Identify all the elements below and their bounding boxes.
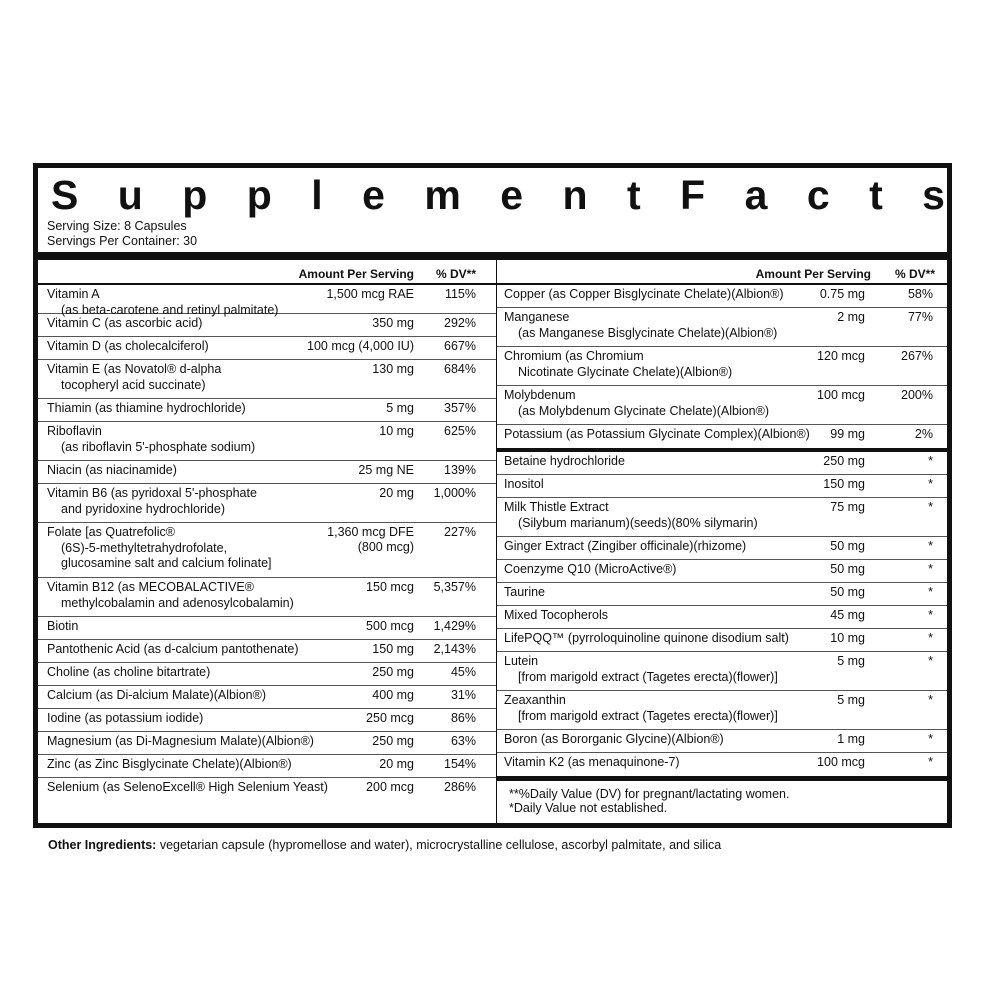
nutrient-row	[497, 583, 947, 606]
nutrient-name: LifePQQ™ (pyrroloquinoline quinone disodium salt)	[504, 631, 789, 645]
nutrient-row	[497, 498, 947, 537]
nutrient-amount: 20 mg	[379, 486, 414, 500]
nutrient-source: glucosamine salt and calcium folinate]	[61, 556, 272, 570]
nutrient-name: Potassium (as Potassium Glycinate Complex)(Albion®)	[504, 427, 810, 441]
nutrient-amount: 45 mg	[830, 608, 865, 622]
amount-header: Amount Per Serving	[755, 267, 871, 281]
nutrient-amount: 130 mg	[372, 362, 414, 376]
nutrient-name: Betaine hydrochloride	[504, 454, 625, 468]
nutrient-dv: 5,357%	[433, 580, 476, 594]
nutrient-name: Pantothenic Acid (as d-calcium pantothenate)	[47, 642, 299, 656]
nutrient-row	[497, 691, 947, 730]
amount-header: Amount Per Serving	[298, 267, 414, 281]
nutrient-row	[497, 560, 947, 583]
nutrient-row	[38, 709, 496, 732]
nutrient-name: Folate [as Quatrefolic®	[47, 525, 176, 539]
nutrient-dv: *	[928, 562, 933, 576]
nutrient-dv: *	[928, 500, 933, 514]
nutrient-name: Chromium (as Chromium	[504, 349, 644, 363]
nutrient-name: Vitamin D (as cholecalciferol)	[47, 339, 209, 353]
nutrient-amount-alt: (800 mcg)	[357, 540, 414, 554]
servings-per-container: Servings Per Container: 30	[47, 234, 198, 248]
nutrient-row	[38, 640, 496, 663]
title-letter: F	[680, 172, 706, 218]
title-letter: p	[246, 172, 272, 218]
nutrient-amount: 500 mcg	[366, 619, 414, 633]
nutrient-amount: 120 mcg	[817, 349, 865, 363]
nutrient-amount: 1,500 mcg RAE	[326, 287, 414, 301]
nutrient-source: (as Manganese Bisglycinate Chelate)(Albion®)	[518, 325, 778, 340]
serving-size: Serving Size: 8 Capsules	[47, 219, 187, 233]
nutrient-row	[38, 755, 496, 778]
nutrient-row	[38, 523, 496, 578]
nutrient-name: Inositol	[504, 477, 544, 491]
nutrient-name: Magnesium (as Di-Magnesium Malate)(Albion®)	[47, 734, 314, 748]
nutrient-amount: 10 mg	[379, 424, 414, 438]
nutrient-dv: 267%	[901, 349, 933, 363]
nutrient-dv: 2%	[914, 427, 933, 441]
nutrient-amount: 1,360 mcg DFE	[327, 525, 414, 539]
header-divider-bar	[38, 252, 947, 260]
nutrient-amount: 75 mg	[830, 500, 865, 514]
nutrient-row	[497, 652, 947, 691]
nutrient-name: Ginger Extract (Zingiber officinale)(rhizome)	[504, 539, 747, 553]
nutrient-source: and pyridoxine hydrochloride)	[61, 501, 225, 516]
nutrient-amount: 5 mg	[837, 654, 865, 668]
footnotes	[497, 776, 947, 815]
nutrient-amount: 5 mg	[837, 693, 865, 707]
nutrient-name: Lutein	[504, 654, 539, 668]
nutrient-dv: *	[928, 539, 933, 553]
nutrient-dv: 154%	[444, 757, 476, 771]
nutrient-name: Taurine	[504, 585, 545, 599]
right-column-header	[497, 260, 947, 285]
nutrient-dv: 292%	[444, 316, 476, 330]
nutrient-name: Molybdenum	[504, 388, 576, 402]
title-letter: l	[311, 172, 323, 218]
nutrient-amount: 150 mcg	[366, 580, 414, 594]
left-column	[38, 260, 496, 823]
nutrient-row	[497, 425, 947, 448]
right-column	[497, 260, 947, 823]
nutrient-amount: 99 mg	[830, 427, 865, 441]
footnote-dv: **%Daily Value (DV) for pregnant/lactating women.	[509, 787, 790, 801]
right-other-list	[497, 452, 947, 776]
nutrient-source: Nicotinate Glycinate Chelate)(Albion®)	[518, 364, 733, 379]
nutrient-row	[38, 578, 496, 617]
nutrient-row	[38, 778, 496, 801]
nutrient-dv: *	[928, 755, 933, 769]
nutrient-amount: 400 mg	[372, 688, 414, 702]
nutrient-dv: 31%	[450, 688, 476, 702]
nutrient-dv: 115%	[444, 287, 476, 301]
nutrient-name: Zinc (as Zinc Bisglycinate Chelate)(Albion®)	[47, 757, 292, 771]
nutrient-row	[497, 606, 947, 629]
nutrient-dv: 357%	[444, 401, 476, 415]
nutrient-amount: 1 mg	[837, 732, 865, 746]
nutrient-row	[497, 285, 947, 308]
nutrient-name: Vitamin B12 (as MECOBALACTIVE®	[47, 580, 254, 594]
nutrient-amount: 350 mg	[372, 316, 414, 330]
nutrient-name: Riboflavin	[47, 424, 102, 438]
nutrient-dv: *	[928, 654, 933, 668]
nutrient-source: [from marigold extract (Tagetes erecta)(flower)]	[518, 669, 778, 684]
nutrient-dv: 227%	[444, 525, 476, 539]
title-letter: c	[806, 172, 830, 218]
other-ingredients-label: Other Ingredients:	[48, 838, 157, 852]
nutrient-dv: *	[928, 454, 933, 468]
nutrient-amount: 5 mg	[386, 401, 414, 415]
nutrient-dv: 63%	[450, 734, 476, 748]
nutrient-name: Manganese	[504, 310, 570, 324]
nutrient-source: (as beta-carotene and retinyl palmitate)	[61, 302, 279, 317]
supplement-facts-panel	[33, 163, 952, 828]
nutrient-name: Vitamin A	[47, 287, 100, 301]
footnote-not-established: *Daily Value not established.	[509, 801, 668, 815]
nutrient-name: Vitamin B6 (as pyridoxal 5'-phosphate	[47, 486, 257, 500]
title-letter: u	[117, 172, 143, 218]
nutrient-name: Boron (as Bororganic Glycine)(Albion®)	[504, 732, 724, 746]
dv-header: % DV**	[894, 267, 935, 281]
nutrient-dv: *	[928, 585, 933, 599]
nutrient-dv: 77%	[907, 310, 933, 324]
nutrient-row	[497, 308, 947, 347]
nutrient-dv: *	[928, 631, 933, 645]
nutrient-source: (as riboflavin 5'-phosphate sodium)	[61, 439, 256, 454]
other-ingredients	[48, 838, 721, 852]
title-letter: t	[869, 172, 883, 218]
nutrient-row	[38, 686, 496, 709]
nutrient-source: (6S)-5-methyltetrahydrofolate,	[61, 540, 228, 555]
nutrient-dv: *	[928, 608, 933, 622]
nutrient-amount: 100 mcg (4,000 IU)	[307, 339, 414, 353]
nutrient-name: Copper (as Copper Bisglycinate Chelate)(Albion®)	[504, 287, 784, 301]
nutrient-dv: 2,143%	[433, 642, 476, 656]
title-letter: a	[744, 172, 768, 218]
title-letter: s	[922, 172, 945, 218]
nutrient-name: Vitamin K2 (as menaquinone-7)	[504, 755, 680, 769]
nutrient-amount: 250 mg	[372, 665, 414, 679]
nutrient-row	[497, 475, 947, 498]
nutrient-row	[497, 347, 947, 386]
nutrient-dv: 286%	[444, 780, 476, 794]
nutrient-amount: 200 mcg	[366, 780, 414, 794]
nutrient-amount: 150 mg	[372, 642, 414, 656]
nutrient-source: (Silybum marianum)(seeds)(80% silymarin)	[518, 515, 758, 530]
nutrient-name: Selenium (as SelenoExcell® High Selenium Yeast)	[47, 780, 328, 794]
dv-header: % DV**	[435, 267, 476, 281]
nutrient-amount: 250 mg	[372, 734, 414, 748]
title-letter: n	[562, 172, 588, 218]
nutrient-name: Mixed Tocopherols	[504, 608, 608, 622]
nutrient-amount: 2 mg	[837, 310, 865, 324]
nutrient-amount: 150 mg	[823, 477, 865, 491]
nutrient-row	[38, 399, 496, 422]
nutrient-dv: 1,000%	[433, 486, 476, 500]
nutrient-row	[38, 461, 496, 484]
nutrient-row	[497, 452, 947, 475]
nutrient-amount: 100 mcg	[817, 388, 865, 402]
right-mineral-list	[497, 285, 947, 448]
nutrient-amount: 0.75 mg	[819, 287, 865, 301]
nutrient-row	[497, 629, 947, 652]
nutrient-name: Biotin	[47, 619, 79, 633]
nutrient-row	[38, 314, 496, 337]
nutrient-source: methylcobalamin and adenosylcobalamin)	[61, 595, 294, 610]
nutrient-dv: 139%	[444, 463, 476, 477]
nutrient-row	[38, 285, 496, 317]
other-ingredients-text: vegetarian capsule (hypromellose and water), microcrystalline cellulose, ascorbyl palmitate, and silica	[156, 838, 722, 852]
nutrient-source: (as Molybdenum Glycinate Chelate)(Albion®)	[518, 403, 769, 418]
left-nutrient-list	[38, 285, 496, 801]
nutrient-amount: 100 mcg	[817, 755, 865, 769]
nutrient-row	[497, 537, 947, 560]
nutrient-name: Niacin (as niacinamide)	[47, 463, 177, 477]
nutrient-dv: 86%	[450, 711, 476, 725]
nutrient-row	[38, 360, 496, 399]
nutrient-dv: 45%	[450, 665, 476, 679]
nutrient-dv: *	[928, 693, 933, 707]
nutrient-row	[38, 617, 496, 640]
nutrient-dv: 200%	[901, 388, 933, 402]
nutrient-name: Choline (as choline bitartrate)	[47, 665, 211, 679]
nutrient-row	[38, 337, 496, 360]
nutrient-row	[497, 386, 947, 425]
title-letter: p	[182, 172, 208, 218]
nutrient-amount: 20 mg	[379, 757, 414, 771]
nutrient-name: Thiamin (as thiamine hydrochloride)	[47, 401, 246, 415]
nutrient-name: Zeaxanthin	[504, 693, 566, 707]
nutrient-name: Vitamin C (as ascorbic acid)	[47, 316, 203, 330]
title-letter: e	[500, 172, 524, 218]
nutrient-row	[38, 663, 496, 686]
nutrient-row	[497, 753, 947, 776]
nutrient-name: Calcium (as Di-alcium Malate)(Albion®)	[47, 688, 266, 702]
nutrient-dv: 58%	[907, 287, 933, 301]
title-letter: e	[362, 172, 385, 218]
nutrient-name: Vitamin E (as Novatol® d-alpha	[47, 362, 222, 376]
nutrient-name: Iodine (as potassium iodide)	[47, 711, 204, 725]
nutrient-amount: 250 mg	[823, 454, 865, 468]
panel-title	[51, 172, 945, 218]
nutrient-name: Milk Thistle Extract	[504, 500, 609, 514]
title-letter: t	[626, 172, 641, 218]
nutrient-dv: *	[928, 732, 933, 746]
nutrient-amount: 50 mg	[830, 562, 865, 576]
nutrient-dv: *	[928, 477, 933, 491]
nutrient-name: Coenzyme Q10 (MicroActive®)	[504, 562, 677, 576]
nutrient-amount: 10 mg	[830, 631, 865, 645]
title-letter: m	[424, 172, 461, 218]
nutrient-amount: 250 mcg	[366, 711, 414, 725]
nutrient-row	[38, 422, 496, 461]
nutrient-dv: 1,429%	[433, 619, 476, 633]
nutrient-amount: 50 mg	[830, 539, 865, 553]
nutrient-row	[497, 730, 947, 753]
nutrient-row	[38, 484, 496, 523]
nutrient-amount: 50 mg	[830, 585, 865, 599]
nutrient-source: tocopheryl acid succinate)	[61, 377, 206, 392]
nutrient-amount: 25 mg NE	[358, 463, 414, 477]
nutrient-dv: 684%	[444, 362, 476, 376]
nutrient-row	[38, 732, 496, 755]
left-column-header	[38, 260, 496, 285]
title-letter: S	[51, 172, 79, 218]
nutrient-source: [from marigold extract (Tagetes erecta)(flower)]	[518, 708, 778, 723]
nutrient-dv: 625%	[444, 424, 476, 438]
nutrient-dv: 667%	[444, 339, 476, 353]
